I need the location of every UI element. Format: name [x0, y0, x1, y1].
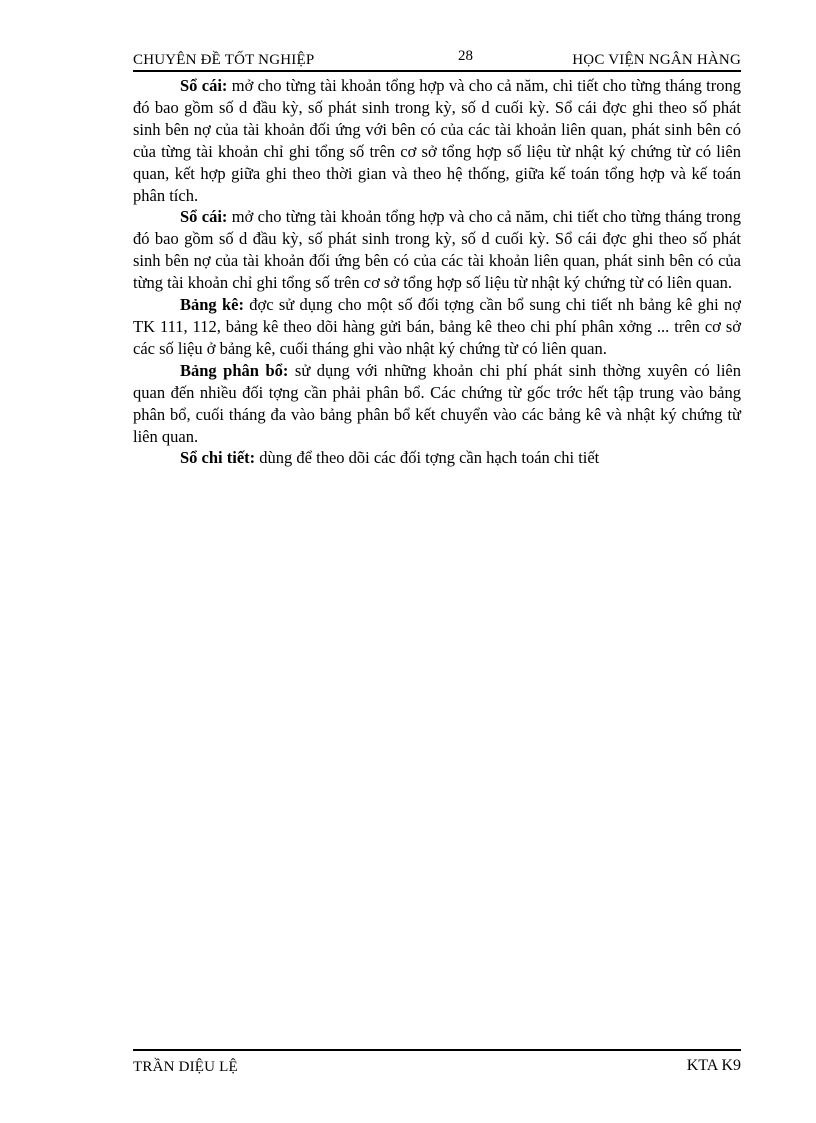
header-institution: HỌC VIỆN NGÂN HÀNG [572, 52, 741, 68]
paragraph-text: mở cho từng tài khoản tổng hợp và cho cả năm, chi tiết cho từng tháng trong đó bao gồm số d đầu kỳ, số phát sinh trong kỳ, số d cuối kỳ. Sổ cái đợc ghi theo số phát sinh bên nợ của tài khoản đối ứng với bên có của các tài khoản liên quan, phát sinh bên có của từng tài khoản chỉ ghi tổng số trên cơ sở tổng hợp số liệu từ nhật ký chứng từ có liên quan, kết hợp giữa ghi theo thời gian và theo hệ thống, giữa kế toán tổng hợp và kế toán phân tích. [133, 76, 741, 205]
paragraph-text: mở cho từng tài khoản tổng hợp và cho cả năm, chi tiết cho từng tháng trong đó bao gồm số d đầu kỳ, số phát sinh trong kỳ, số d cuối kỳ. Sổ cái đợc ghi theo số phát sinh bên nợ của tài khoản đối ứng bên có của các tài khoản liên quan, phát sinh bên có của từng tài khoản chỉ ghi tổng số trên cơ sở tổng hợp số liệu từ nhật ký chứng từ có liên quan. [133, 207, 741, 293]
page-header [133, 50, 741, 72]
page-footer [133, 1049, 741, 1081]
footer-author: TRẦN DIỆU LỆ [133, 1059, 238, 1075]
footer-class-code: KTA K9 [686, 1057, 741, 1074]
paragraph-bang-ke [133, 294, 741, 360]
term-label: Bảng kê: [180, 295, 244, 315]
paragraph-bang-phan-bo [133, 360, 741, 448]
paragraph-text: sử dụng với những khoản chi phí phát sinh thờng xuyên có liên quan đến nhiều đối tợng cần phải phân bổ. Các chứng từ gốc trớc hết tập trung vào bảng phân bổ, cuối tháng đa vào bảng phân bổ kết chuyển vào các bảng kê và nhật ký chứng từ liên quan. [133, 360, 742, 446]
paragraph-text: đợc sử dụng cho một số đối tợng cần bổ sung chi tiết nh bảng kê ghi nợ TK 111, 112, bảng kê theo dõi hàng gửi bán, bảng kê theo chi phí phân xởng ... trên cơ sở các số liệu ở bảng kê, cuối tháng ghi vào nhật ký chứng từ có liên quan. [133, 295, 741, 358]
body-text [133, 75, 741, 469]
paragraph-so-chi-tiet [133, 447, 741, 469]
page-number: 28 [458, 48, 473, 64]
term-label: Sổ chi tiết: [180, 448, 256, 468]
paragraph-text: dùng để theo dõi các đối tợng cần hạch toán chi tiết [255, 448, 600, 468]
header-thesis-title: CHUYÊN ĐỀ TỐT NGHIỆP [133, 52, 315, 68]
term-label: Sổ cái: [180, 207, 228, 227]
paragraph-so-cai-1 [133, 75, 741, 206]
term-label: Sổ cái: [180, 76, 228, 95]
paragraph-so-cai-2 [133, 206, 741, 294]
term-label: Bảng phân bổ: [180, 360, 289, 380]
